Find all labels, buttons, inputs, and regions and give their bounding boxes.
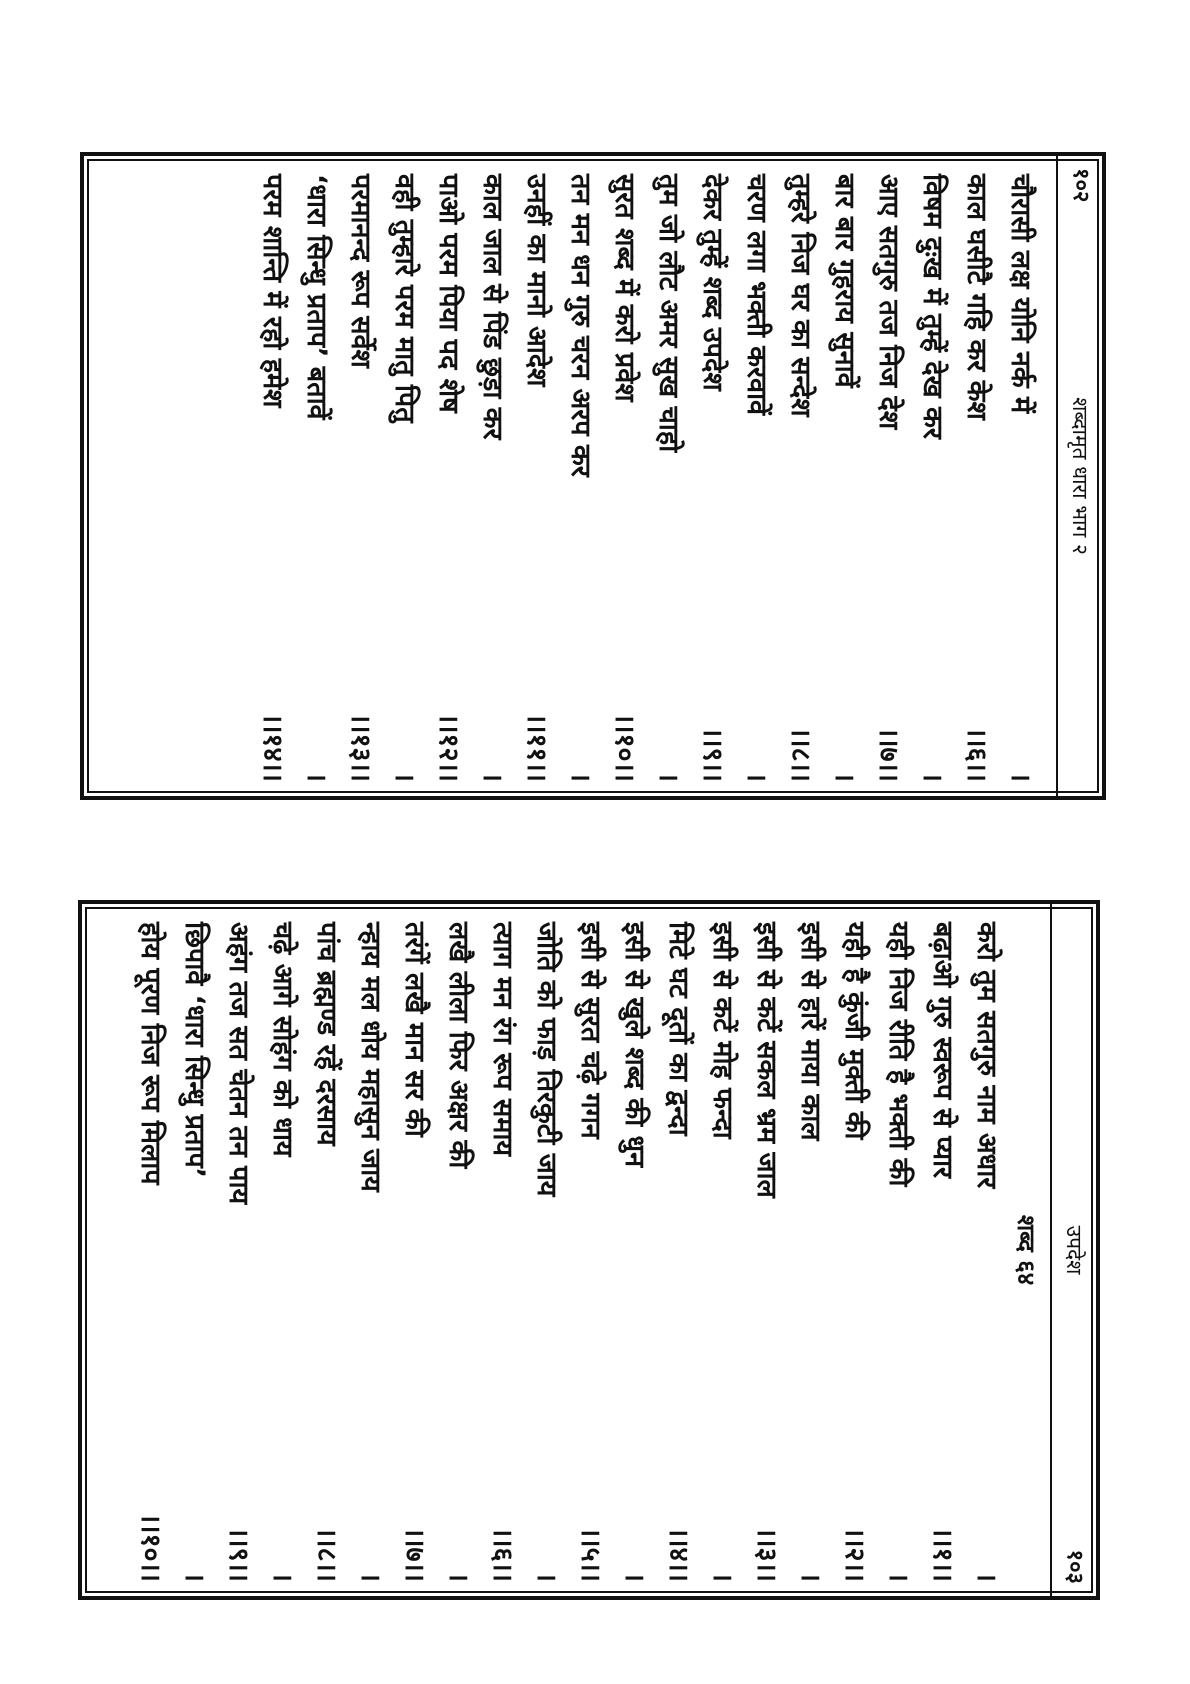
running-title: शब्दामृत धारा भाग २ — [1068, 397, 1092, 555]
verse-line: तुम्हरे निज घर का सन्देश ।।८।। — [785, 174, 816, 782]
verse-line: आए सतगुरु तज निज देश ।।७।। — [873, 174, 904, 782]
left-page — [84, 156, 1102, 796]
verse-line: छिपावै ‘धारा सिन्धु प्रताप’ । — [179, 922, 210, 1582]
section-title: शब्द ६४ — [1012, 1214, 1040, 1286]
right-page-header — [1050, 904, 1096, 1596]
verse-line: चरण लगा भक्ती करवावें । — [741, 174, 772, 782]
running-title: उपदेश — [1062, 1225, 1086, 1275]
verse-line: तरंगें लखै मान सर की ।।७।। — [399, 922, 430, 1582]
verse-line: विषम दुःख में तुम्हें देख कर । — [917, 174, 948, 782]
verse-line: इसी से खुले शब्द की धुन । — [619, 922, 650, 1582]
verse-line: बार बार गुहराय सुनावें । — [829, 174, 860, 782]
verse-line: इसी से कटें मोह फन्दा । — [707, 922, 738, 1582]
verse-line: अहंग तज सत चेतन तन पाय ।।९।। — [223, 922, 254, 1582]
verse-line: परमानन्द रूप सर्वेश ।।१३।। — [345, 174, 376, 782]
verse-line: त्याग मन रंग रूप समाय ।।६।। — [487, 922, 518, 1582]
left-page-header — [1056, 156, 1102, 796]
verse-line: होय पूरण निज रूप मिलाप ।।१०।। — [135, 922, 166, 1582]
page-number: १०३ — [1062, 1549, 1087, 1584]
left-page-frame — [80, 152, 1106, 800]
verse-line: जोति को फाड़ तिरकुटी जाय । — [531, 922, 562, 1582]
verse-line: बढ़ाओ गुरु स्वरूप से प्यार ।।१।। — [927, 922, 958, 1582]
verse-line: तन मन धन गुरु चरन अरप कर । — [565, 174, 596, 782]
verse-line: काल जाल से पिंड छुड़ा कर । — [477, 174, 508, 782]
verse-line: इसी से कटें सकल भ्रम जाल ।।३।। — [751, 922, 782, 1582]
right-page — [82, 904, 1096, 1596]
page-number: १०२ — [1068, 168, 1093, 203]
verse-line: इसी से हारें माया काल । — [795, 922, 826, 1582]
verse-line: लखै लीला फिर अक्षर की । — [443, 922, 474, 1582]
verse-line: पांच ब्रह्मण्ड रहें दरसाय ।।८।। — [311, 922, 342, 1582]
verse-line: पाओ परम पिया पद शेष ।।१२।। — [433, 174, 464, 782]
verse-line: यही निज रीति है भक्ती की । — [883, 922, 914, 1582]
verse-line: परम शान्ति में रहो हमेश ।।१४।। — [257, 174, 288, 782]
verse-line: वही तुम्हारे परम मातु पितु । — [389, 174, 420, 782]
verse-line: सुरत शब्द में करो प्रवेश ।।१०।। — [609, 174, 640, 782]
right-page-frame — [78, 900, 1100, 1600]
verse-line: चढ़े आगे सोहंग को धाय । — [267, 922, 298, 1582]
verse-line: न्हाय मल धोय महासुन जाय । — [355, 922, 386, 1582]
verse-line: यही है कुंजी मुक्ती की ।।२।। — [839, 922, 870, 1582]
verse-line: इसी से सुरत चढ़े गगन ।।५।। — [575, 922, 606, 1582]
verse-line: करो तुम सतगुरु नाम अधार । — [971, 922, 1002, 1582]
verse-line: उनहीं का मानो आदेश ।।११।। — [521, 174, 552, 782]
verse-line: मिटे घट दूतों का द्वन्दा ।।४।। — [663, 922, 694, 1582]
verse-line: ‘धारा सिन्धु प्रताप’ बतावें । — [301, 174, 332, 782]
verse-line: देकर तुम्हें शब्द उपदेश ।।९।। — [697, 174, 728, 782]
left-verses — [250, 156, 1056, 796]
right-verses — [128, 904, 1008, 1596]
verse-line: चौरासी लक्ष योनि नर्क में । — [1005, 174, 1036, 782]
verse-line: तुम जो लौट अमर सुख चाहो । — [653, 174, 684, 782]
verse-line: काल घसीटै गहि कर केश ।।६।। — [961, 174, 992, 782]
